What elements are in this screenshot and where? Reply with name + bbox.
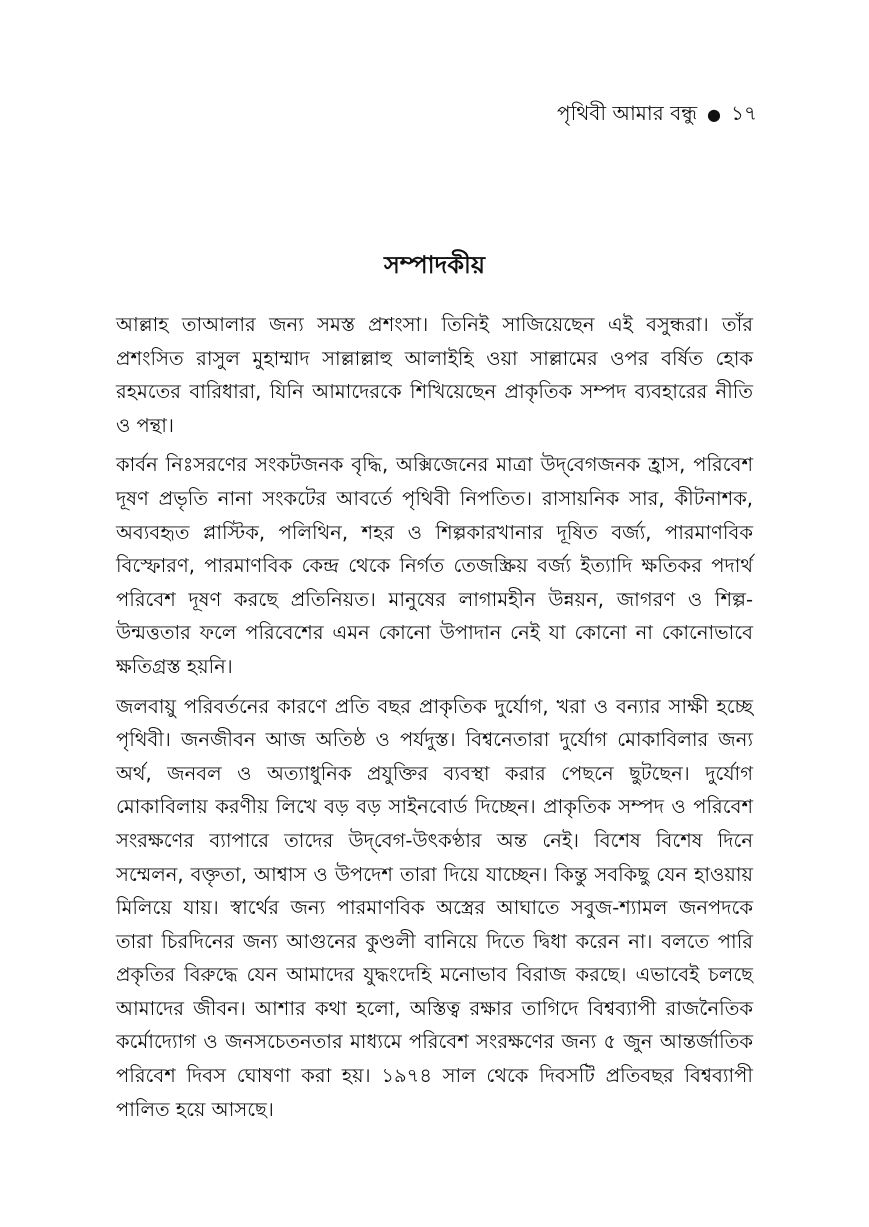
article-title: সম্পাদকীয় — [383, 251, 486, 279]
page-number: ১৭ — [731, 101, 757, 125]
running-header — [557, 98, 757, 130]
article-body — [116, 308, 753, 1132]
bullet-separator: ● — [707, 104, 722, 124]
running-title: পৃথিবী আমার বন্ধু — [557, 101, 698, 125]
paragraph-3: জলবায়ু পরিবর্তনের কারণে প্রতি বছর প্রাকৃতিক দুর্যোগ, খরা ও বন্যার সাক্ষী হচ্ছে পৃথিবী। জনজীবন আজ অতিষ্ঠ ও পর্যদুস্ত। বিশ্বনেতারা দুর্যোগ মোকাবিলার জন্য অর্থ, জনবল ও অত্যাধুনিক প্রযুক্তির ব্যবস্থা করার পেছনে ছুটছেন। দুর্যোগ মোকাবিলায় করণীয় লিখে বড় বড় সাইনবোর্ড দিচ্ছেন। প্রাকৃতিক সম্পদ ও পরিবেশ সংরক্ষণের ব্যাপারে তাদের উদ্‌বেগ-উৎকণ্ঠার অন্ত নেই। বিশেষ বিশেষ দিনে সম্মেলন, বক্তৃতা, আশ্বাস ও উপদেশ তারা দিয়ে যাচ্ছেন। কিন্তু সবকিছু যেন হাওয়ায় মিলিয়ে যায়। স্বার্থের জন্য পারমাণবিক অস্ত্রের আঘাতে সবুজ-শ্যামল জনপদকে তারা চিরদিনের জন্য আগুনের কুণ্ডলী বানিয়ে দিতে দ্বিধা করেন না। বলতে পারি প্রকৃতির বিরুদ্ধে যেন আমাদের যুদ্ধংদেহি মনোভাব বিরাজ করছে। এভাবেই চলছে আমাদের জীবন। আশার কথা হলো, অস্তিত্ব রক্ষার তাগিদে বিশ্বব্যাপী রাজনৈতিক কর্মোদ্যোগ ও জনসচেতনতার মাধ্যমে পরিবেশ সংরক্ষণের জন্য ৫ জুন আন্তর্জাতিক পরিবেশ দিবস ঘোষণা করা হয়। ১৯৭৪ সাল থেকে দিবসটি প্রতিবছর বিশ্বব্যাপী পালিত হয়ে আসছে। — [116, 694, 753, 1121]
paragraph-1: আল্লাহ তাআলার জন্য সমস্ত প্রশংসা। তিনিই সাজিয়েছেন এই বসুন্ধরা। তাঁর প্রশংসিত রাসুল মুহাম্মাদ সাল্লাল্লাহু আলাইহি ওয়া সাল্লামের ওপর বর্ষিত হোক রহমতের বারিধারা, যিনি আমাদেরকে শিখিয়েছেন প্রাকৃতিক সম্পদ ব্যবহারের নীতি ও পন্থা। — [116, 313, 753, 437]
paragraph-2: কার্বন নিঃসরণের সংকটজনক বৃদ্ধি, অক্সিজেনের মাত্রা উদ্‌বেগজনক হ্রাস, পরিবেশ দূষণ প্রভৃতি নানা সংকটের আবর্তে পৃথিবী নিপতিত। রাসায়নিক সার, কীটনাশক, অব্যবহৃত প্লাস্টিক, পলিথিন, শহর ও শিল্পকারখানার দূষিত বর্জ্য, পারমাণবিক বিস্ফোরণ, পারমাণবিক কেন্দ্র থেকে নির্গত তেজস্ক্রিয় বর্জ্য ইত্যাদি ক্ষতিকর পদার্থ পরিবেশ দূষণ করছে প্রতিনিয়ত। মানুষের লাগামহীন উন্নয়ন, জাগরণ ও শিল্প-উন্মত্ততার ফলে পরিবেশের এমন কোনো উপাদান নেই যা কোনো না কোনোভাবে ক্ষতিগ্রস্ত হয়নি। — [116, 453, 753, 678]
